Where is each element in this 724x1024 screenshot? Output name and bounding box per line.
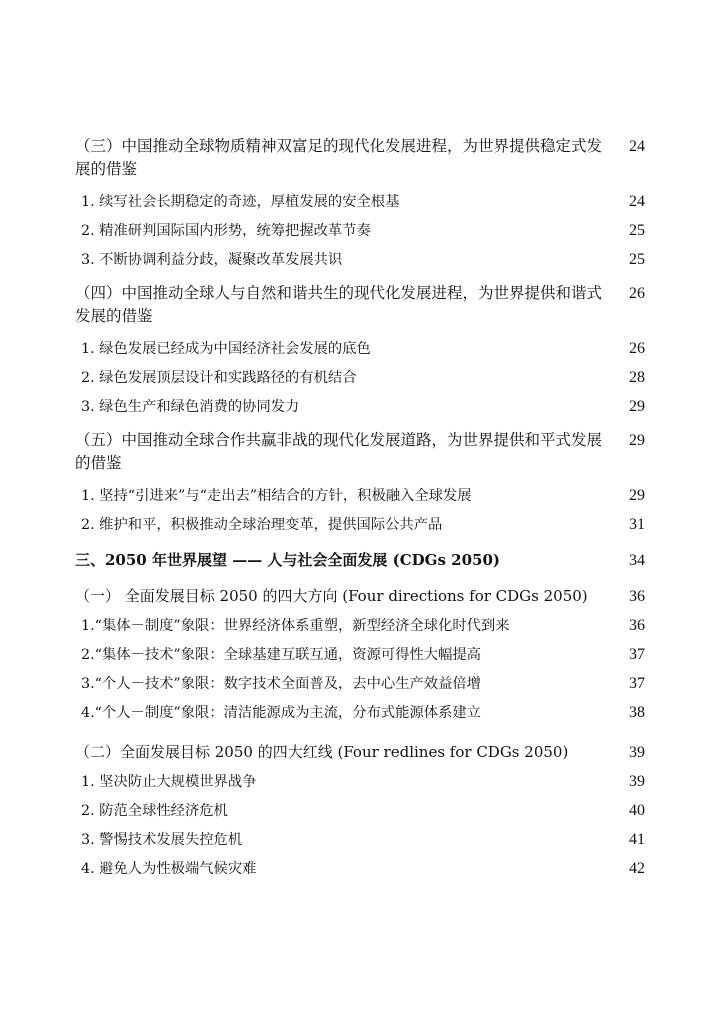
- toc-entry-title: 2. 绿色发展顶层设计和实践路径的有机结合: [81, 370, 357, 386]
- toc-entry-title: 4. 避免人为性极端气候灾难: [81, 861, 257, 877]
- toc-entry-title: 2. 维护和平，积极推动全球治理变革，提供国际公共产品: [81, 517, 443, 533]
- toc-section-title: （三）中国推动全球物质精神双富足的现代化发展进程，为世界提供稳定式发展的借鉴: [75, 137, 603, 178]
- toc-entry[interactable]: [75, 334, 645, 363]
- toc-entry[interactable]: [75, 611, 645, 640]
- toc-entry-title: 3.“个人－技术”象限：数字技术全面普及，去中心生产效益倍增: [81, 676, 481, 692]
- toc-section-title: （五）中国推动全球合作共赢非战的现代化发展道路，为世界提供和平式发展的借鉴: [75, 431, 603, 472]
- toc-subsection-heading[interactable]: [75, 737, 645, 767]
- table-of-contents: [75, 135, 645, 883]
- toc-entry-title: 1. 续写社会长期稳定的奇迹，厚植发展的安全根基: [81, 194, 400, 210]
- toc-entry-title: 1. 坚决防止大规模世界战争: [81, 774, 257, 790]
- toc-page-number: 26: [629, 340, 645, 357]
- toc-entry-title: 1. 坚持“引进来”与“走出去”相结合的方针，积极融入全球发展: [81, 488, 472, 504]
- toc-entry[interactable]: [75, 825, 645, 854]
- toc-subsection-heading[interactable]: [75, 581, 645, 611]
- toc-entry-title: 3. 警惕技术发展失控危机: [81, 832, 243, 848]
- toc-entry[interactable]: [75, 510, 645, 539]
- toc-entry-title: 3. 绿色生产和绿色消费的协同发力: [81, 399, 300, 415]
- toc-section-heading[interactable]: [75, 282, 645, 328]
- toc-page-number: 24: [629, 193, 645, 210]
- toc-entry-title: 2.“集体－技术”象限：全球基建互联互通，资源可得性大幅提高: [81, 647, 481, 663]
- toc-entry[interactable]: [75, 669, 645, 698]
- toc-page-number: 39: [629, 744, 645, 761]
- toc-entry-title: 3. 不断协调利益分歧，凝聚改革发展共识: [81, 252, 343, 268]
- toc-entry[interactable]: [75, 216, 645, 245]
- toc-page-number: 31: [629, 516, 645, 533]
- toc-entry[interactable]: [75, 363, 645, 392]
- toc-subsection-title: （一） 全面发展目标 2050 的四大方向 (Four directions for CDGs 2050): [75, 587, 588, 605]
- toc-page-number: 36: [629, 617, 645, 634]
- toc-chapter-title: 三、2050 年世界展望 —— 人与社会全面发展 (CDGs 2050): [75, 551, 501, 569]
- toc-entry[interactable]: [75, 698, 645, 727]
- toc-entry-title: 1. 绿色发展已经成为中国经济社会发展的底色: [81, 341, 371, 357]
- toc-page-number: 25: [629, 251, 645, 268]
- toc-page-number: 29: [629, 398, 645, 415]
- toc-entry-title: 2. 精准研判国际国内形势，统筹把握改革节奏: [81, 223, 371, 239]
- toc-page-number: 37: [629, 646, 645, 663]
- toc-page-number: 29: [629, 487, 645, 504]
- toc-chapter-heading[interactable]: [75, 545, 645, 575]
- toc-page-number: 39: [629, 773, 645, 790]
- toc-subsection-title: （二）全面发展目标 2050 的四大红线 (Four redlines for CDGs 2050): [75, 743, 569, 761]
- toc-entry[interactable]: [75, 767, 645, 796]
- toc-entry[interactable]: [75, 187, 645, 216]
- toc-entry[interactable]: [75, 245, 645, 274]
- toc-section-heading[interactable]: [75, 135, 645, 181]
- toc-page-number: 36: [629, 588, 645, 605]
- toc-page-number: 34: [629, 552, 645, 569]
- toc-entry[interactable]: [75, 796, 645, 825]
- toc-entry-title: 4.“个人－制度”象限：清洁能源成为主流，分布式能源体系建立: [81, 705, 481, 721]
- toc-page-number: 40: [629, 802, 645, 819]
- toc-section-title: （四）中国推动全球人与自然和谐共生的现代化发展进程，为世界提供和谐式发展的借鉴: [75, 284, 603, 325]
- toc-section-heading[interactable]: [75, 429, 645, 475]
- toc-page-number: 28: [629, 369, 645, 386]
- toc-page-number: 29: [629, 432, 645, 449]
- toc-page-number: 24: [629, 138, 645, 155]
- toc-page-number: 26: [629, 285, 645, 302]
- toc-entry[interactable]: [75, 640, 645, 669]
- toc-entry-title: 1.“集体－制度”象限：世界经济体系重塑，新型经济全球化时代到来: [81, 618, 510, 634]
- toc-page-number: 42: [629, 860, 645, 877]
- toc-entry[interactable]: [75, 392, 645, 421]
- toc-page-number: 37: [629, 675, 645, 692]
- toc-entry-title: 2. 防范全球性经济危机: [81, 803, 228, 819]
- toc-page-number: 41: [629, 831, 645, 848]
- toc-entry[interactable]: [75, 481, 645, 510]
- toc-page-number: 25: [629, 222, 645, 239]
- toc-page-number: 38: [629, 704, 645, 721]
- toc-entry[interactable]: [75, 854, 645, 883]
